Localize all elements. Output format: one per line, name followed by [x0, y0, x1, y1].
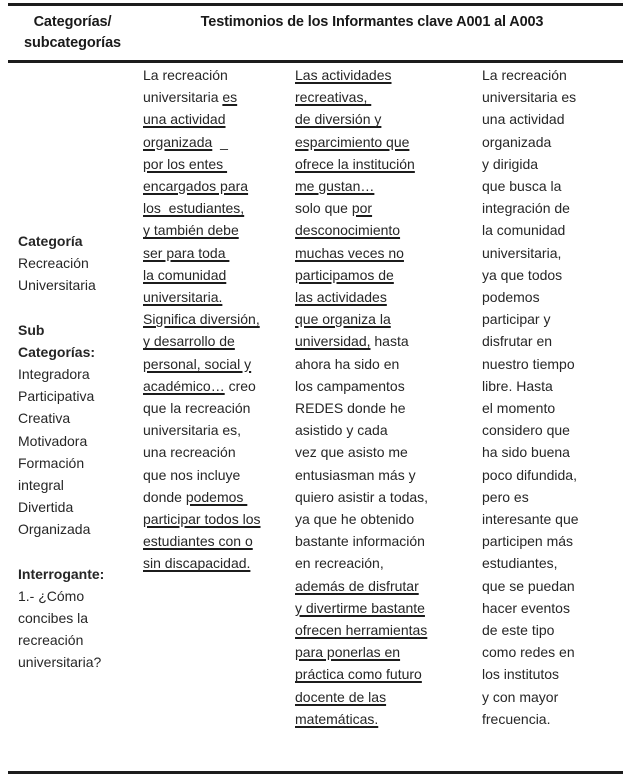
testimony-text: frecuencia. [482, 710, 551, 727]
testimony-text: que busca la [482, 178, 562, 195]
testimony-line [143, 86, 279, 108]
testimony-text-underlined: participamos de [295, 266, 394, 283]
testimony-line [295, 64, 464, 86]
testimony-text: la comunidad [482, 222, 566, 239]
testimony-line [295, 419, 464, 441]
testimony-text: participen más [482, 533, 574, 550]
testimony-text-underlined: universitaria. [143, 289, 223, 306]
testimony-line [482, 597, 615, 619]
testimony-text: y con mayor [482, 688, 559, 705]
testimony-text-underlined: universidad, [295, 333, 371, 350]
testimony-text: ya que he obtenido [295, 511, 415, 528]
testimony-line [295, 86, 464, 108]
testimony-line [482, 330, 615, 352]
testimony-text-underlined: y también debe [143, 222, 239, 239]
testimony-text-underlined: los estudiantes, [143, 200, 245, 217]
testimony-line [295, 330, 464, 352]
testimony-line [482, 419, 615, 441]
testimony-line [143, 552, 279, 574]
testimony-text: nuestro tiempo [482, 355, 575, 372]
testimony-line [295, 486, 464, 508]
testimony-text-underlined: recreativas, [295, 89, 372, 106]
testimony-text: universitaria [143, 89, 223, 106]
subcategory-items-item: Divertida [18, 499, 74, 516]
subcategory-items-item: Creativa [18, 410, 71, 427]
testimony-text: creo [224, 377, 256, 394]
testimony-text-underlined: por los entes [143, 155, 228, 172]
testimony-text: considero que [482, 422, 570, 439]
testimony-line [482, 619, 615, 641]
question-lines-item: universitaria? [18, 654, 102, 671]
testimony-text: de este tipo [482, 622, 555, 639]
testimony-line [143, 64, 279, 86]
testimony-text: donde [143, 488, 186, 505]
column-categories [8, 64, 137, 771]
testimony-text: que nos incluye [143, 466, 241, 483]
testimony-text-underlined: que organiza la [295, 311, 391, 328]
header-cell-categories [8, 6, 137, 54]
testimony-text: y dirigida [482, 155, 539, 172]
testimony-text-underlined: por [351, 200, 373, 217]
testimony-text: _ [220, 133, 228, 150]
column-testimony-a001 [137, 64, 287, 771]
testimony-text-underlined: las actividades [295, 289, 387, 306]
testimony-line [482, 708, 615, 730]
testimony-line [295, 552, 464, 574]
testimony-text-underlined: sin discapacidad. [143, 555, 251, 572]
testimony-text-underlined: además de disfrutar [295, 577, 419, 594]
subcategory-items-item: Formación [18, 454, 85, 471]
testimony-line [143, 330, 279, 352]
testimony-text: La recreación [143, 67, 228, 83]
table-header-row [8, 6, 623, 60]
testimony-text: como redes en [482, 644, 575, 661]
testimony-line [143, 175, 279, 197]
subcategory-items [18, 363, 137, 541]
testimony-line [295, 441, 464, 463]
testimony-text: el momento [482, 400, 556, 417]
testimony-text: en recreación, [295, 555, 384, 572]
testimony-text: podemos [482, 289, 540, 306]
testimony-line [143, 131, 279, 153]
header-cell-testimonies: Testimonios de los Informantes clave A001 al A003 [200, 14, 544, 30]
testimony-line [295, 153, 464, 175]
testimony-line [482, 441, 615, 463]
spacer-2 [18, 541, 137, 563]
testimony-text-underlined: Significa diversión, [143, 311, 260, 328]
subcategory-items-item: Organizada [18, 521, 91, 538]
testimony-line [143, 508, 279, 530]
category-lines [18, 252, 137, 296]
testimony-line [295, 219, 464, 241]
table-bottom-border [8, 771, 623, 774]
testimony-line [143, 486, 279, 508]
testimony-line [143, 242, 279, 264]
testimony-text: solo que [295, 200, 352, 217]
testimony-text: participar y [482, 311, 551, 328]
testimony-text: vez que asisto me [295, 444, 408, 461]
testimony-line [295, 375, 464, 397]
testimony-text: universitaria, [482, 244, 562, 261]
testimony-text: disfrutar en [482, 333, 553, 350]
testimony-line [295, 131, 464, 153]
testimony-text-underlined: encargados para [143, 178, 249, 195]
testimony-line [482, 530, 615, 552]
testimony-line [482, 86, 615, 108]
testimony-line [295, 530, 464, 552]
testimony-text: hacer eventos [482, 599, 570, 616]
testimony-text: los institutos [482, 666, 560, 683]
testimony-line [143, 286, 279, 308]
category-heading: Categoría [18, 233, 83, 249]
testimony-line [295, 686, 464, 708]
testimony-line [295, 575, 464, 597]
testimony-line [143, 353, 279, 375]
testimony-line [482, 264, 615, 286]
testimony-text: integración de [482, 200, 570, 217]
testimony-line [143, 441, 279, 463]
question-lines [18, 585, 137, 674]
testimony-line [295, 641, 464, 663]
testimony-line [482, 286, 615, 308]
subcategory-heading-line1: Sub [18, 321, 45, 338]
testimony-line [295, 663, 464, 685]
testimony-line [143, 419, 279, 441]
testimony-line [295, 264, 464, 286]
testimony-text: ya que todos [482, 266, 563, 283]
testimony-line [295, 108, 464, 130]
testimony-text-underlined: y desarrollo de [143, 333, 235, 350]
testimony-text: interesante que [482, 511, 579, 528]
testimony-line [295, 397, 464, 419]
testimony-line [482, 64, 615, 86]
testimony-text-underlined: organizada [143, 133, 213, 150]
testimony-line [482, 486, 615, 508]
testimony-text: entusiasman más y [295, 466, 416, 483]
testimony-line [295, 464, 464, 486]
subcategory-items-item: Integradora [18, 366, 90, 383]
question-lines-item: 1.- ¿Cómo [18, 587, 85, 604]
testimony-text: universitaria es, [143, 422, 242, 439]
testimony-text-underlined: una actividad [143, 111, 226, 128]
category-lines-item: Universitaria [18, 277, 96, 294]
testimony-line [295, 242, 464, 264]
testimony-line [295, 619, 464, 641]
subcategory-items-item: Participativa [18, 388, 95, 405]
testimony-line [482, 663, 615, 685]
testimony-text-underlined: matemáticas. [295, 710, 379, 727]
testimony-line [482, 153, 615, 175]
testimony-text: quiero asistir a todas, [295, 488, 429, 505]
column-testimony-a003 [472, 64, 623, 771]
testimony-text: La recreación [482, 67, 567, 83]
header-categories-line2: subcategorías [23, 35, 121, 51]
testimony-text: libre. Hasta [482, 377, 553, 394]
testimony-text: estudiantes, [482, 555, 558, 572]
testimony-text: REDES donde he [295, 400, 406, 417]
subcategory-items-item: Motivadora [18, 432, 88, 449]
testimony-line [143, 464, 279, 486]
testimony-text-underlined: muchas veces no [295, 244, 404, 261]
testimony-text: asistido y cada [295, 422, 388, 439]
testimony-text-underlined: la comunidad [143, 266, 227, 283]
question-lines-item: concibes la [18, 610, 89, 627]
testimony-text-underlined: Las actividades [295, 67, 392, 83]
testimony-text-underlined: académico… [143, 377, 225, 394]
testimony-line [143, 219, 279, 241]
testimony-line [482, 197, 615, 219]
testimony-text-underlined: participar todos los [143, 511, 261, 528]
testimony-line [482, 308, 615, 330]
testimony-text-underlined: ofrecen herramientas [295, 622, 428, 639]
testimony-line [482, 641, 615, 663]
testimony-text-underlined: esparcimiento que [295, 133, 410, 150]
testimony-line [295, 597, 464, 619]
question-lines-item: recreación [18, 632, 84, 649]
testimony-text-underlined: ofrece la institución [295, 155, 415, 172]
testimony-line [295, 708, 464, 730]
testimony-text: los campamentos [295, 377, 405, 394]
header-categories-line1: Categorías/ [33, 14, 112, 30]
testimony-line [143, 153, 279, 175]
testimony-text: bastante información [295, 533, 425, 550]
testimony-text-underlined: es [222, 89, 238, 106]
testimony-text: universitaria es [482, 89, 577, 106]
testimony-text-underlined: práctica como futuro [295, 666, 422, 683]
testimony-line [143, 264, 279, 286]
category-lines-item: Recreación [18, 255, 89, 272]
column-testimony-a002 [287, 64, 472, 771]
testimony-text: que se puedan [482, 577, 575, 594]
question-heading: Interrogante: [18, 565, 105, 582]
testimony-text-underlined: me gustan… [295, 178, 375, 195]
testimony-line [295, 308, 464, 330]
testimony-text-underlined: docente de las [295, 688, 387, 705]
testimony-line [295, 286, 464, 308]
testimony-line [143, 308, 279, 330]
testimony-line [482, 108, 615, 130]
testimony-line [482, 686, 615, 708]
testimony-line [143, 530, 279, 552]
testimony-line [482, 464, 615, 486]
testimony-text-underlined: desconocimiento [295, 222, 401, 239]
testimony-text: que la recreación [143, 400, 251, 417]
testimony-line [143, 397, 279, 419]
testimony-text: ahora ha sido en [295, 355, 400, 372]
testimony-text-underlined: estudiantes con o [143, 533, 253, 550]
testimony-text: poco difundida, [482, 466, 577, 483]
testimony-line [295, 175, 464, 197]
testimony-text-underlined: ser para toda [143, 244, 230, 261]
testimony-text: hasta [370, 333, 409, 350]
testimony-text-underlined: de diversión y [295, 111, 382, 128]
testimony-line [482, 508, 615, 530]
testimony-line [482, 397, 615, 419]
testimony-line [295, 197, 464, 219]
testimony-line [482, 219, 615, 241]
subcategory-items-item: integral [18, 477, 64, 494]
testimony-text-underlined: podemos [185, 488, 248, 505]
testimony-line [295, 353, 464, 375]
subcategory-heading-line2: Categorías: [18, 343, 96, 360]
testimony-line [482, 242, 615, 264]
testimony-line [143, 108, 279, 130]
table-header-border [8, 60, 623, 63]
testimony-text [212, 134, 220, 150]
testimony-text-underlined: para ponerlas en [295, 644, 401, 661]
testimony-text-underlined: personal, social y [143, 355, 252, 372]
testimony-line [482, 353, 615, 375]
testimony-text: ha sido buena [482, 444, 570, 461]
testimony-line [143, 197, 279, 219]
categories-stack [18, 230, 137, 674]
testimony-line [482, 175, 615, 197]
testimony-text-underlined: y divertirme bastante [295, 599, 425, 616]
testimony-text: una actividad [482, 111, 565, 128]
testimony-text: organizada [482, 133, 552, 150]
testimony-line [482, 575, 615, 597]
table-body [8, 64, 623, 771]
testimony-line [482, 552, 615, 574]
testimony-line [295, 508, 464, 530]
testimony-line [482, 131, 615, 153]
testimony-line [482, 375, 615, 397]
testimony-text: pero es [482, 488, 529, 505]
spacer-1 [18, 297, 137, 319]
testimony-text: una recreación [143, 444, 236, 461]
testimony-line [143, 375, 279, 397]
